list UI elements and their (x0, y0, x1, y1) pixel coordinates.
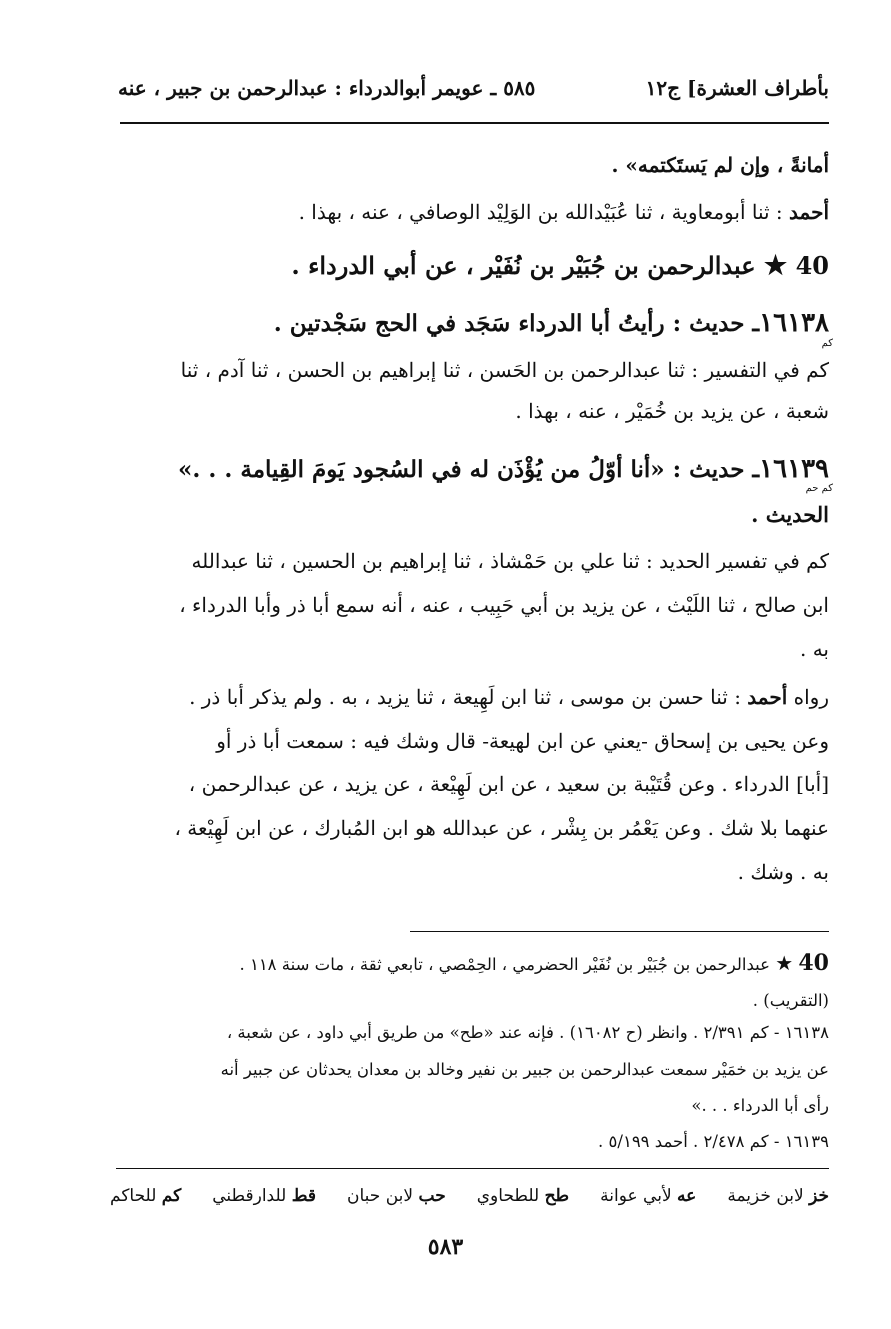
text-line: شعبة ، عن يزيد بن خُمَيْر ، عنه ، بهذا . (515, 399, 829, 423)
star-icon: ★ (775, 951, 794, 975)
text-line: ابن صالح ، ثنا اللَيْث ، عن يزيد بن أبي حَبِيب ، عنه ، أنه سمع أبا ذر وأبا الدرداء ، (179, 593, 829, 617)
abbreviation-text: للطحاوي (476, 1186, 540, 1206)
footnote-line: عن يزيد بن خمَيْر سمعت عبدالرحمن بن جبير بن نفير وخالد بن معدان يحدثان عن جبير أنه (220, 1060, 829, 1079)
footnote-line: ١٦١٣٩ - كم ٢/٤٧٨ . أحمد ٥/١٩٩ . (598, 1132, 829, 1151)
abbreviation-text: للحاكم (110, 1186, 157, 1206)
header-divider (120, 122, 829, 124)
abbreviations-key (110, 1182, 829, 1210)
abbreviation-text: للدارقطني (212, 1186, 287, 1206)
hadith-heading (115, 306, 829, 341)
abbreviation-code: خز (809, 1186, 829, 1206)
abbreviations-divider (116, 1168, 829, 1169)
text-line: به . (799, 637, 829, 661)
footnote-line (115, 949, 829, 979)
abbreviation (477, 1182, 569, 1210)
hadith-number: ١٦١٣٨ (759, 308, 829, 338)
footnote-line: ١٦١٣٨ - كم ٢/٣٩١ . وانظر (ح ١٦٠٨٢) . فإنه عند «طح» من طريق أبي داود ، عن شعبة ، (226, 1023, 829, 1042)
text-fragment: : ثنا حسن بن موسى ، ثنا ابن لَهِيعة ، ثنا يزيد ، به . ولم يذكر أبا ذر . (189, 685, 748, 709)
source-name: أحمد (789, 200, 829, 224)
text-line: الحديث . (751, 502, 829, 527)
abbreviation-code: كم (161, 1186, 182, 1206)
hadith-sigla: كم (821, 338, 833, 349)
narrator-heading (115, 248, 829, 284)
text-line: به . وشك . (737, 860, 829, 884)
text-line: [أبا] الدرداء . وعن قُتَيْبة بن سعيد ، عن ابن لَهِيْعة ، عن يزيد ، عن عبدالرحمن ، (188, 772, 829, 796)
header-section-title: ٥٨٥ ـ عويمر أبوالدرداء : عبدالرحمن بن جبير ، عنه (118, 76, 536, 100)
footnote-line: (التقريب) . (752, 991, 829, 1010)
hadith-sigla: كم حم (805, 483, 833, 494)
text-line: كم في تفسير الحديد : ثنا علي بن حَمْشاذ ، ثنا إبراهيم بن الحسين ، ثنا عبدالله (191, 549, 829, 573)
abbreviation-code: قط (291, 1186, 316, 1206)
text-line (115, 197, 829, 227)
footnote-text: عبدالرحمن بن جُبَيْر بن نُفَيْر الحضرمي ، الحِمْصي ، تابعي ثقة ، مات سنة ١١٨ . (239, 955, 770, 974)
footnote-divider (410, 931, 829, 932)
abbreviation-code: حب (418, 1186, 446, 1206)
narrator-number: 40 (795, 251, 829, 280)
abbreviation-text: لابن خزيمة (727, 1186, 804, 1206)
text-line: عنهما بلا شك . وعن يَعْمُر بن بِشْر ، عن عبدالله هو ابن المُبارك ، عن ابن لَهِيْعة ، (174, 816, 829, 840)
hadith-number: ١٦١٣٩ (759, 454, 829, 484)
text-line: كم في التفسير : ثنا عبدالرحمن بن الحَسن ، ثنا إبراهيم بن الحسن ، ثنا آدم ، ثنا (180, 358, 829, 382)
hadith-heading (115, 452, 829, 487)
source-name: أحمد (747, 685, 788, 709)
abbreviation-text: لأبي عوانة (600, 1186, 672, 1206)
abbreviation (600, 1182, 696, 1210)
abbreviation-code: طح (544, 1186, 570, 1206)
footnote-line: رأى أبا الدرداء . . .» (691, 1096, 829, 1115)
hadith-text: ـ حديث : رأيتُ أبا الدرداء سَجَد في الحج سَجْدتين . (273, 310, 760, 337)
header-book-volume: بأطراف العشرة] ج١٢ (645, 76, 829, 100)
abbreviation (727, 1182, 829, 1210)
hadith-text: ـ حديث : «أنا أوّلُ من يُؤْذَن له في السُجود يَومَ القِيامة . . .» (177, 456, 760, 483)
abbreviation (347, 1182, 446, 1210)
page-number: ٥٨٣ (427, 1234, 464, 1260)
abbreviation-text: لابن حبان (347, 1186, 414, 1206)
text-line: وعن يحيى بن إسحاق -يعني عن ابن لهيعة- قال وشك فيه : سمعت أبا ذر أو (216, 729, 829, 753)
abbreviation (110, 1182, 181, 1210)
text-line: أمانةً ، وإن لم يَستَكتمه» . (611, 153, 829, 177)
narrator-text: عبدالرحمن بن جُبَيْر بن نُفَيْر ، عن أبي الدرداء . (291, 251, 756, 280)
text-fragment: رواه (787, 685, 829, 709)
abbreviation (212, 1182, 316, 1210)
star-icon: ★ (763, 251, 788, 281)
isnad-text: : ثنا أبومعاوية ، ثنا عُبَيْدالله بن الوَلِيْد الوصافي ، عنه ، بهذا . (298, 200, 790, 224)
footnote-number: 40 (798, 950, 829, 976)
running-header (118, 70, 829, 110)
abbreviation-code: عه (677, 1186, 697, 1206)
text-line (115, 682, 829, 712)
